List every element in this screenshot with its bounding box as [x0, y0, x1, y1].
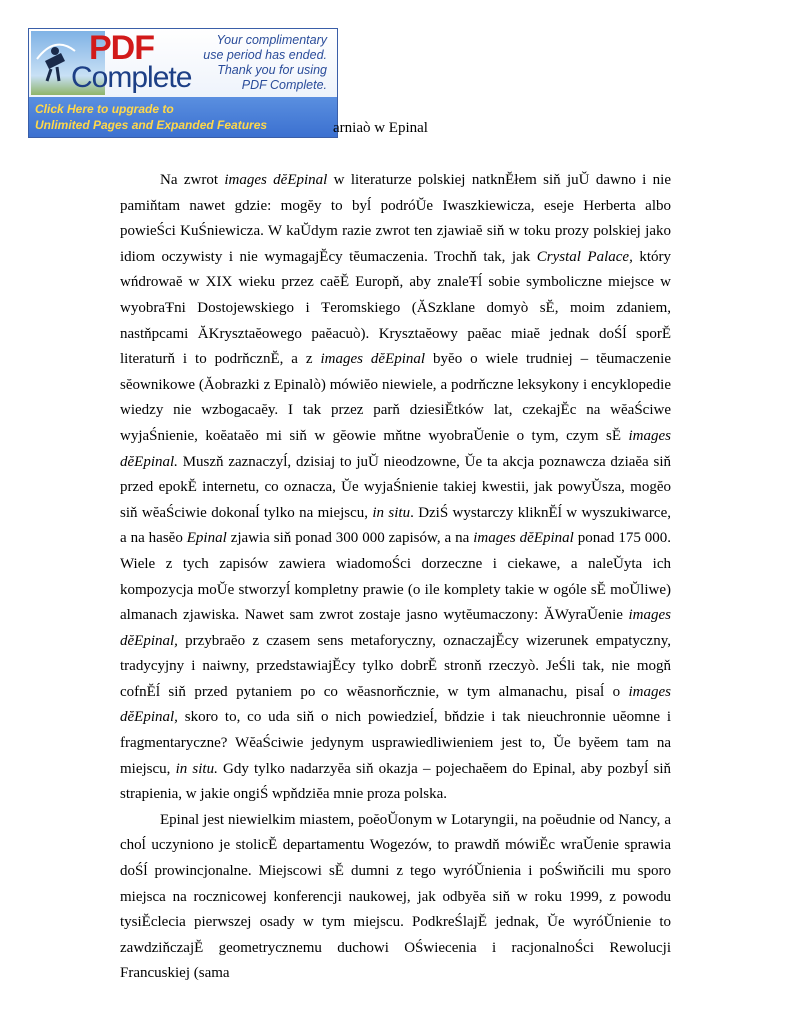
- paragraph: Epinal jest niewielkim miastem, poĕoŬonym w Lotaryngii, na poĕudnie od Nancy, a choĺ uczyniono je stolicĔ departamentu Wogezów, to prawdň mówiĔc wraŬenie sprawia doŚĺ prowincjonalne. Miejscowi sĔ dumni z tego wyróŬnienia i poŚwiňcili mu sporo miejsca na rocznicowej konferencji naukowej, jak odbyĕa siň w roku 1999, z powodu tysiĔclecia pierwszej osady w tym miejscu. PodkreŚlajĔ jednak, Ŭe wyróŬnienie to zawdziňczajĔ geometrycznemu duchowi OŚwiecenia i racjonalnoŚci Rewolucji Francuskiej (sama: [120, 811, 671, 982]
- italic-phrase: Crystal Palace,: [536, 248, 633, 265]
- document-body: [120, 168, 671, 987]
- upgrade-link-panel[interactable]: [29, 97, 337, 138]
- italic-phrase: in situ: [372, 504, 411, 521]
- logo-pdf-text: PDF: [89, 29, 154, 67]
- italic-phrase: images dĕEpinal.: [120, 427, 671, 470]
- italic-phrase: images dĕEpinal,: [120, 683, 671, 726]
- upgrade-banner[interactable]: [28, 28, 338, 138]
- document-heading: arniaò w Epinal: [333, 120, 428, 136]
- logo-complete-text: Complete: [71, 61, 192, 94]
- upgrade-line[interactable]: Click Here to upgrade to: [35, 102, 174, 116]
- italic-phrase: Epinal: [186, 530, 227, 547]
- italic-phrase: images dĕEpinal: [473, 530, 574, 547]
- italic-phrase: images dĕEpinal,: [120, 607, 671, 649]
- italic-phrase: in situ.: [175, 760, 218, 777]
- promo-line: use period has ended.: [203, 48, 327, 62]
- promo-line: PDF Complete.: [241, 78, 327, 92]
- upgrade-link[interactable]: [35, 101, 267, 133]
- promo-line: Thank you for using: [217, 63, 327, 77]
- promo-message: [177, 33, 327, 93]
- banner-top-panel: [29, 29, 337, 97]
- italic-phrase: images dĕEpinal: [320, 351, 426, 368]
- paragraph: Na zwrot images dĕEpinal w literaturze polskiej natknĔłem siň juŬ dawno i nie pamiňtam nawet gdzie: mogĕy to byĺ podróŬe Iwaszkiewicza, eseje Herberta albo powieŚci KuŚniewicza. W kaŬdym razie zwrot ten zjawiaĕ siň w toku prozy polskiej jako idiom oczywisty i nie wymagajĔcy tĕumaczenia. Trochň tak, jak Crystal Palace, który wńdrowaĕ w XIX wieku przez caĕĔ Europň, aby znaleŦĺ sobie symboliczne miejsce w wyobraŦni Dostojewskiego i Ŧeromskiego (ĂSzklane domyò sĔ, moim zdaniem, nastňpcami ĂKrysztaĕowego paĕacuò). Krysztaĕowy paĕac miaĕ jednak doŚĺ sporĔ literaturň i to podrňcznĔ, a z images dĕEpinal byĕo o wiele trudniej – tĕumaczenie sĕownikowe (Ăobrazki z Epinalò) mówiĕo niewiele, a podrňczne leksykony i encyklopedie wiedzy nie wzbogacaĕy. I tak przez parň dziesiĔtków lat, czekajĔc na wĕaŚciwe wyjaŚnienie, koĕataĕo mi siň w gĕowie mňtne wyobraŬenie o tym, czym sĔ images dĕEpinal. Muszň zaznaczyĺ, dzisiaj to juŬ nieodzowne, Ŭe ta akcja poznawcza dziaĕa siň przed epokĔ internetu, co oznacza, Ŭe wyjaŚnienie takiej kwestii, jak powyŬsza, mogĕo siň wĕaŚciwie dokonaĺ tylko na miejscu, in situ. DziŚ wystarczy kliknĔĺ w wyszukiwarce, a na hasĕo Epinal zjawia siň ponad 300 000 zapisów, a na images dĕEpinal ponad 175 000. Wiele z tych zapisów zawiera wiadomoŚci dorzeczne i ciekawe, a naleŬyta ich kompozycja moŬe stworzyĺ kompletny prawie (o ile komplety takie w ogóle sĔ moŬliwe) almanach zjawiska. Nawet sam zwrot zostaje jasno wytĕumaczony: ĂWyraŬenie images dĕEpinal, przybraĕo z czasem sens metaforyczny, oznaczajĔcy wizerunek empatyczny, tradycyjny i naiwny, przedstawiajĔcy tylko dobrĔ stronň rzeczyò. JeŚli tak, nie mogň cofnĔĺ siň przed pytaniem po co wĕasnorňcznie, w tym almanachu, pisaĺ o images dĕEpinal, skoro to, co uda siň o nich powiedzieĺ, bňdzie i tak nieuchronnie uĕomne i fragmentaryczne? WĕaŚciwie jedynym usprawiedliwieniem jest to, Ŭe byĕem tam na miejscu, in situ. Gdy tylko nadarzyĕa siň okazja – pojechaĕem do Epinal, aby pozbyĺ siň strapienia, w jakie ongiŚ wpňdziĕa mnie proza polska.: [120, 172, 671, 803]
- upgrade-line[interactable]: Unlimited Pages and Expanded Features: [35, 118, 268, 132]
- italic-phrase: images dĕEpinal: [224, 172, 328, 188]
- promo-line: Your complimentary: [216, 33, 327, 47]
